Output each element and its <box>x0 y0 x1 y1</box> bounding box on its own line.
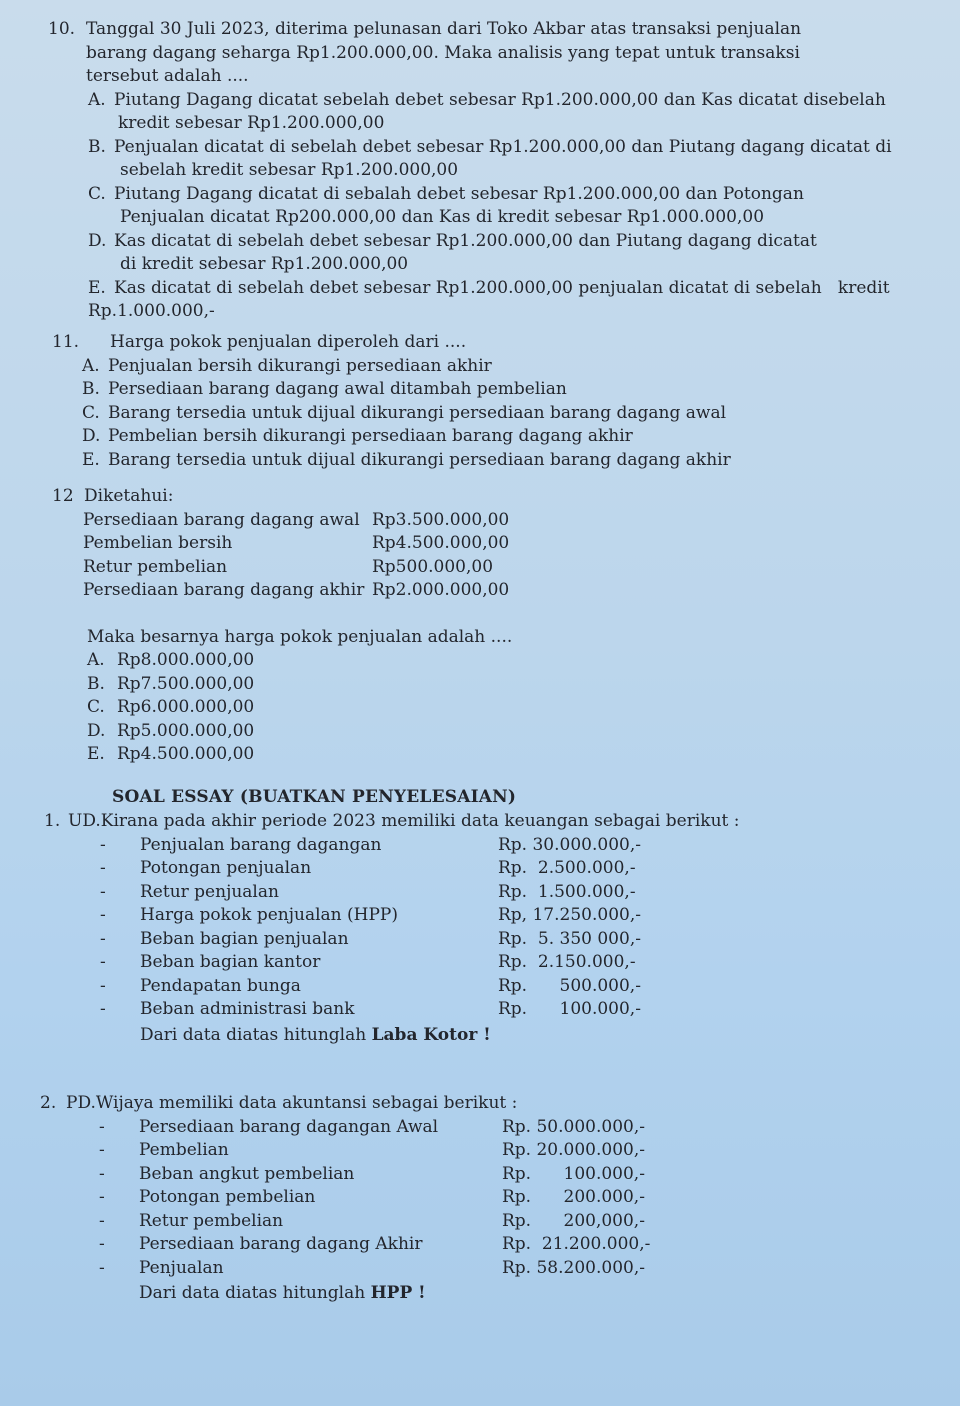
data-row: - Persediaan barang dagangan Awal Rp. 50.000.000,- <box>99 1116 645 1137</box>
option-c: C. Piutang Dagang dicatat di sebalah debet sebesar Rp1.200.000,00 dan Potongan Penjualan dicatat Rp200.000,00 dan Kas di kredit sebesar Rp1.000.000,00 <box>88 183 804 227</box>
data-row: - Potongan penjualan Rp. 2.500.000,- <box>100 858 636 878</box>
data-row: - Beban administrasi bank Rp. 100.000,- <box>100 999 641 1019</box>
option-b: B. Penjualan dicatat di sebelah debet sebesar Rp1.200.000,00 dan Piutang dagang dicatat di sebelah kredit sebesar Rp1.200.000,00 <box>88 136 892 180</box>
data-row: - Retur penjualan Rp. 1.500.000,- <box>100 881 636 902</box>
option-a: A. Penjualan bersih dikurangi persediaan akhir <box>82 355 492 376</box>
option-c: C. Rp6.000.000,00 <box>87 697 255 717</box>
question-number: 1. <box>44 811 61 831</box>
question-10 <box>48 18 928 324</box>
given-row: Retur pembelian Rp500.000,00 <box>83 556 494 577</box>
data-row: - Pendapatan bunga Rp. 500.000,- <box>100 975 641 996</box>
instruction: Dari data diatas hitunglah Laba Kotor ! <box>140 1024 491 1045</box>
stem-line: barang dagang seharga Rp1.200.000,00. Maka analisis yang tepat untuk transaksi <box>86 42 800 63</box>
question-stem: UD.Kirana pada akhir periode 2023 memiliki data keuangan sebagai berikut : <box>68 811 740 831</box>
data-row: - Pembelian Rp. 20.000.000,- <box>99 1140 645 1160</box>
question-number: 12 <box>52 486 74 506</box>
question-intro: Diketahui: <box>84 486 174 506</box>
question-text: Maka besarnya harga pokok penjualan adalah .... <box>87 626 513 647</box>
data-row: - Beban bagian penjualan Rp. 5. 350 000,- <box>100 928 641 949</box>
data-row: - Beban angkut pembelian Rp. 100.000,- <box>99 1163 645 1184</box>
question-12 <box>52 485 912 767</box>
data-row: - Beban bagian kantor Rp. 2.150.000,- <box>100 952 636 972</box>
stem-line: Tanggal 30 Juli 2023, diterima pelunasan dari Toko Akbar atas transaksi penjualan <box>86 19 802 39</box>
given-row: Persediaan barang dagang awal Rp3.500.000,00 <box>83 509 510 530</box>
instruction: Dari data diatas hitunglah HPP ! <box>139 1283 426 1303</box>
stem-line: tersebut adalah .... <box>86 66 249 86</box>
essay-question-1 <box>44 810 924 1047</box>
given-row: Pembelian bersih Rp4.500.000,00 <box>83 533 510 553</box>
option-c: C. Barang tersedia untuk dijual dikurangi persediaan barang dagang awal <box>82 402 727 423</box>
data-row: - Potongan pembelian Rp. 200.000,- <box>99 1187 645 1207</box>
data-row: - Persediaan barang dagang Akhir Rp. 21.200.000,- <box>99 1234 651 1254</box>
option-e: E. Rp4.500.000,00 <box>87 744 255 764</box>
question-11 <box>52 331 912 472</box>
option-d: D. Kas dicatat di sebelah debet sebesar Rp1.200.000,00 dan Piutang dagang dicatat di kredit sebesar Rp1.200.000,00 <box>88 230 817 274</box>
data-row: - Penjualan Rp. 58.200.000,- <box>99 1257 645 1278</box>
option-a: A. Rp8.000.000,00 <box>87 650 255 670</box>
question-stem: Harga pokok penjualan diperoleh dari .... <box>110 332 467 352</box>
question-number: 11. <box>52 332 80 352</box>
data-row: - Retur pembelian Rp. 200,000,- <box>99 1210 645 1231</box>
question-stem: PD.Wijaya memiliki data akuntansi sebagai berikut : <box>66 1093 518 1113</box>
data-row: - Harga pokok penjualan (HPP) Rp, 17.250.000,- <box>100 905 641 925</box>
given-row: Persediaan barang dagang akhir Rp2.000.000,00 <box>83 580 510 600</box>
option-a: A. Piutang Dagang dicatat sebelah debet sebesar Rp1.200.000,00 dan Kas dicatat disebelah kredit sebesar Rp1.200.000,00 <box>88 89 886 133</box>
essay-question-2 <box>40 1092 920 1306</box>
option-e: E. Barang tersedia untuk dijual dikurangi persediaan barang dagang akhir <box>82 449 731 470</box>
option-e: E. Kas dicatat di sebelah debet sebesar Rp1.200.000,00 penjualan dicatat di sebelah kredit Rp.1.000.000,- <box>88 277 890 321</box>
option-b: B. Persediaan barang dagang awal ditambah pembelian <box>82 379 567 399</box>
option-d: D. Pembelian bersih dikurangi persediaan barang dagang akhir <box>82 426 633 446</box>
question-number: 2. <box>40 1093 57 1113</box>
option-d: D. Rp5.000.000,00 <box>87 720 255 741</box>
essay-heading: SOAL ESSAY (BUATKAN PENYELESAIAN) <box>112 787 517 807</box>
data-row: - Penjualan barang dagangan Rp. 30.000.000,- <box>100 834 641 855</box>
option-b: B. Rp7.500.000,00 <box>87 673 255 694</box>
question-number: 10. <box>48 19 76 39</box>
